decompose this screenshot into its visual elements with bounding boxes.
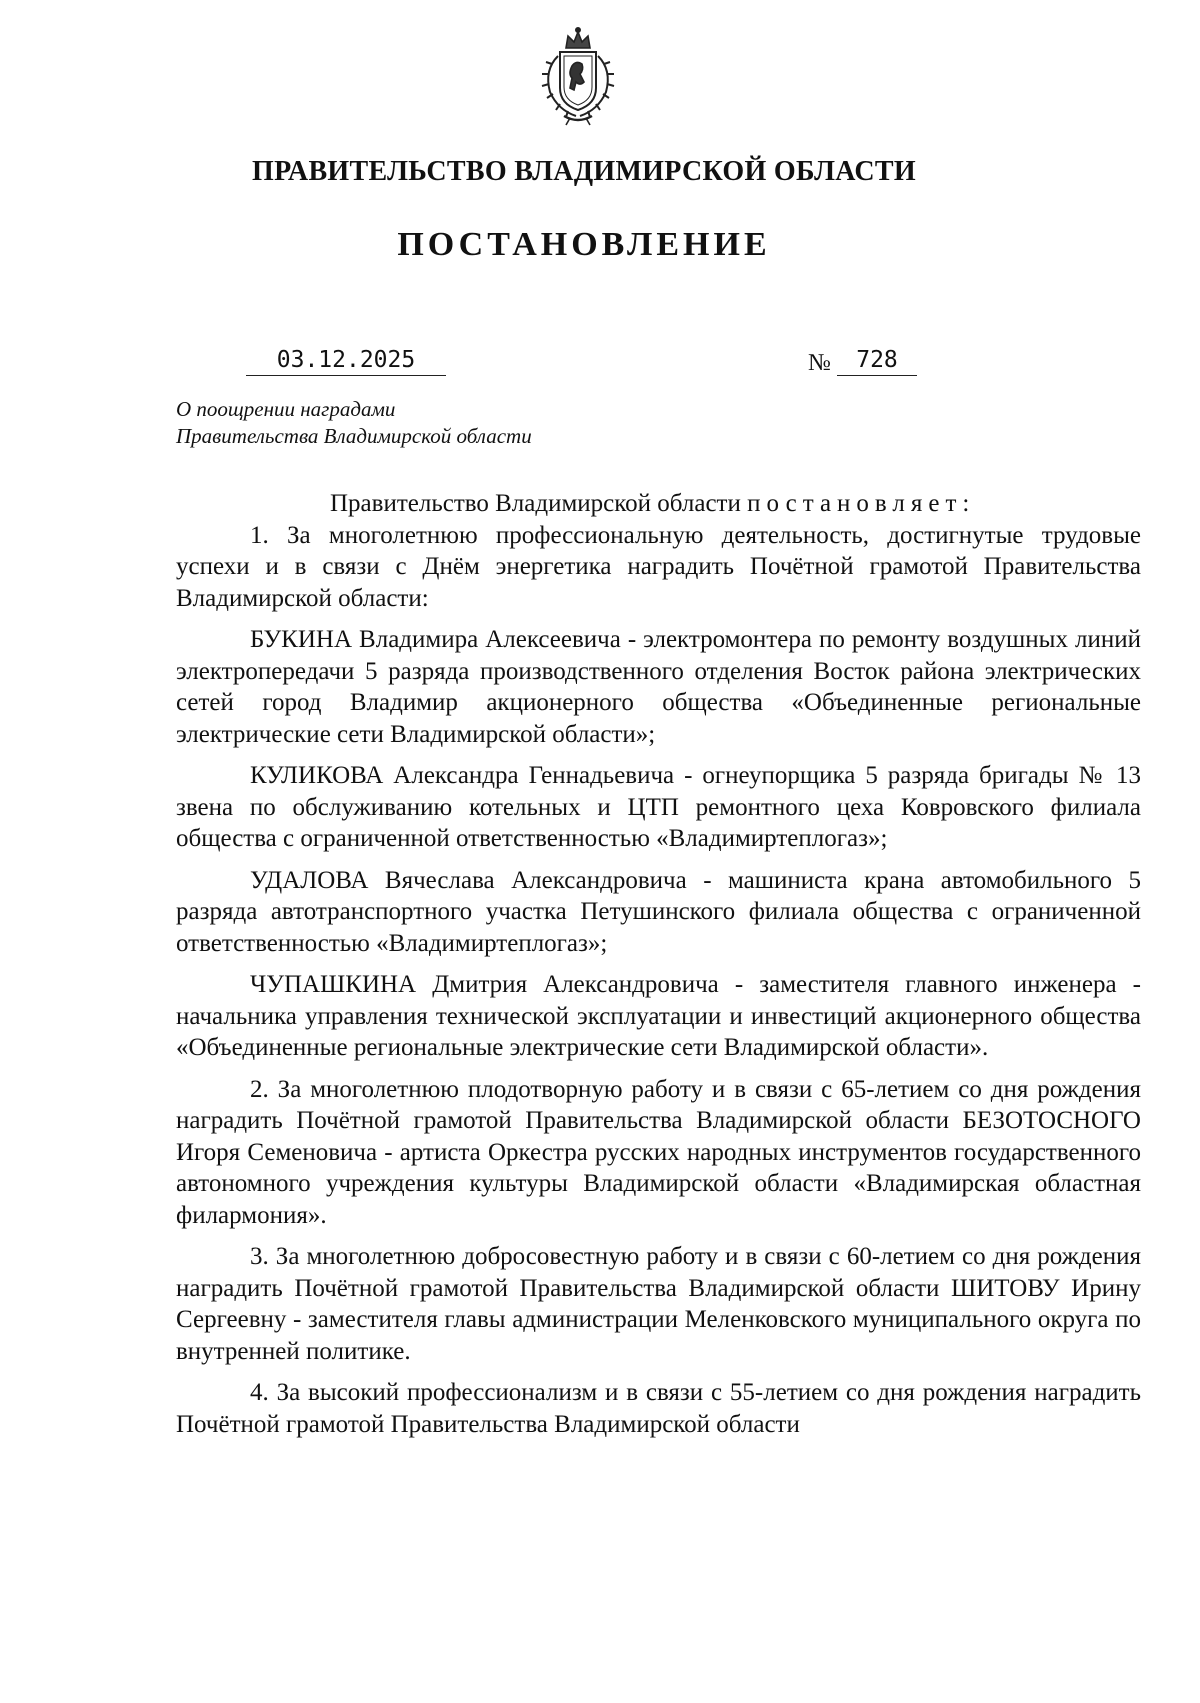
paragraph-2: 2. За многолетнюю плодотворную работу и в связи с 65-летием со дня рождения наградить Почётной грамотой Правительства Владимирской области БЕЗОТОСНОГО Игоря Семеновича - артиста Оркестра русских народных инструментов государственного автономного учреждения культуры Владимирской области «Владимирская областная филармония». [176, 1075, 1141, 1229]
coat-of-arms-icon [530, 26, 626, 126]
preamble-text: Правительство Владимирской области [330, 490, 748, 517]
number-label: № [808, 350, 831, 376]
subject-line-1: О поощрении наградами [176, 397, 396, 421]
preamble-verb: постановляет: [747, 490, 976, 517]
awardee-udalov: УДАЛОВА Вячеслава Александровича - машиниста крана автомобильного 5 разряда автотранспортного участка Петушинского филиала общества с ограниченной ответственностью «Владимиртеплогаз»; [176, 866, 1141, 957]
subject-line-2: Правительства Владимирской области [176, 424, 532, 448]
government-title: ПРАВИТЕЛЬСТВО ВЛАДИМИРСКОЙ ОБЛАСТИ [252, 156, 916, 187]
document-number: 728 [837, 347, 917, 376]
document-subject [176, 396, 532, 450]
awardee-chupashkin: ЧУПАШКИНА Дмитрия Александровича - заместителя главного инженера - начальника управления технической эксплуатации и инвестиций акционерного общества «Объединенные региональные электрические сети Владимирской области». [176, 971, 1141, 1061]
document-body [176, 488, 1141, 1440]
awardee-bukin: БУКИНА Владимира Алексеевича - электромонтера по ремонту воздушных линий электропередачи 5 разряда производственного отделения Восток района электрических сетей город Владимир акционерного общества «Объединенные региональные электрические сети Владимирской области»; [176, 626, 1141, 748]
preamble [176, 488, 1141, 520]
document-type: ПОСТАНОВЛЕНИЕ [397, 226, 771, 263]
awardee-kulikov: КУЛИКОВА Александра Геннадьевича - огнеупорщика 5 разряда бригады № 13 звена по обслуживанию котельных и ЦТП ремонтного цеха Ковровского филиала общества с ограниченной ответственностью «Владимиртеплогаз»; [176, 762, 1141, 852]
paragraph-3: 3. За многолетнюю добросовестную работу и в связи с 60-летием со дня рождения наградить Почётной грамотой Правительства Владимирской области ШИТОВУ Ирину Сергеевну - заместителя главы администрации Меленковского муниципального округа по внутренней политике. [176, 1243, 1141, 1365]
paragraph-1: 1. За многолетнюю профессиональную деятельность, достигнутые трудовые успехи и в связи с Днём энергетика наградить Почётной грамотой Правительства Владимирской области: [176, 521, 1141, 612]
document-date: 03.12.2025 [246, 347, 446, 376]
paragraph-4: 4. За высокий профессионализм и в связи с 55-летием со дня рождения наградить Почётной грамотой Правительства Владимирской области [176, 1379, 1141, 1438]
